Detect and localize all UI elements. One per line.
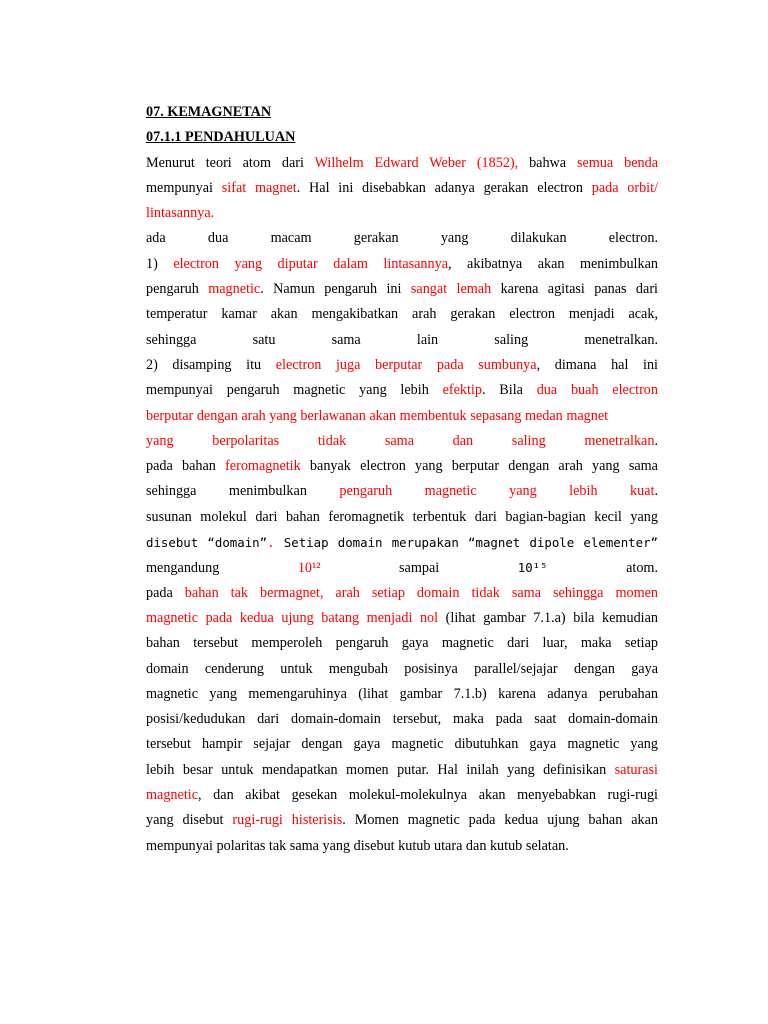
- text-run: mengandung: [146, 560, 220, 577]
- text-run: mempunyai: [146, 179, 222, 196]
- highlighted-text: .: [267, 535, 275, 551]
- text-run: , dan akibat gesekan molekul-molekulnya akan menyebabkan rugi-rugi: [198, 787, 658, 804]
- text-line: [146, 277, 658, 302]
- text-line: [146, 252, 658, 277]
- text-run: bahwa: [518, 154, 577, 171]
- text-run: ada dua macam gerakan yang dilakukan electron.: [146, 230, 658, 247]
- text-run: mempunyai polaritas tak sama yang disebut kutub utara dan kutub selatan.: [146, 837, 569, 854]
- text-run: Menurut teori atom dari: [146, 154, 315, 171]
- highlighted-text: saturasi: [614, 761, 658, 778]
- highlighted-text: pengaruh magnetic yang lebih kuat: [339, 483, 655, 500]
- highlighted-text: pada orbit/: [591, 179, 658, 196]
- highlighted-text: feromagnetik: [225, 458, 301, 475]
- text-run: atom.: [626, 560, 658, 577]
- text-line: [146, 404, 658, 429]
- text-line: [146, 834, 658, 859]
- text-line: [146, 429, 658, 454]
- highlighted-text: magnetic: [146, 787, 198, 804]
- highlighted-text: semua benda: [576, 154, 658, 171]
- text-line: [146, 226, 658, 251]
- text-run: (lihat gambar 7.1.a) bila kemudian: [438, 609, 658, 626]
- text-run: domain cenderung untuk mengubah posisinya parallel/sejajar dengan gaya: [146, 660, 658, 677]
- highlighted-text: Wilhelm Edward Weber (1852),: [314, 154, 519, 171]
- highlighted-text: berputar dengan arah yang berlawanan akan membentuk sepasang medan magnet: [146, 407, 609, 424]
- text-line: [146, 328, 658, 353]
- text-line: [146, 657, 658, 682]
- text-run: mempunyai pengaruh magnetic yang lebih: [146, 382, 443, 399]
- text-run: sehingga satu sama lain saling menetralkan.: [146, 331, 658, 348]
- text-line: [146, 555, 658, 580]
- text-run: lebih besar untuk mendapatkan momen putar. Hal inilah yang definisikan: [146, 761, 615, 778]
- text-run: disebut “domain”: [146, 535, 268, 551]
- text-line: [146, 707, 658, 732]
- text-line: [146, 151, 658, 176]
- highlighted-text: bahan tak bermagnet, arah setiap domain tidak sama sehingga momen: [184, 584, 658, 601]
- document-page: [146, 100, 658, 859]
- text-line: [146, 479, 658, 504]
- text-run: 1): [146, 255, 174, 272]
- text-line: [146, 783, 658, 808]
- text-run: yang disebut: [146, 812, 233, 829]
- highlighted-text: dua buah electron: [536, 382, 658, 399]
- text-run: sampai: [399, 560, 440, 577]
- text-line: [146, 581, 658, 606]
- text-line: [146, 682, 658, 707]
- text-line: [146, 732, 658, 757]
- text-line: [146, 378, 658, 403]
- text-line: [146, 758, 658, 783]
- text-run: . Namun pengaruh ini: [260, 281, 411, 298]
- highlighted-text: 10¹²: [297, 560, 321, 577]
- text-run: tersebut hampir sejajar dengan gaya magnetic dibutuhkan gaya magnetic yang: [146, 736, 658, 753]
- highlighted-text: magnetic: [208, 281, 261, 298]
- text-run: . Momen magnetic pada kedua ujung bahan akan: [342, 812, 658, 829]
- text-line: [146, 606, 658, 631]
- highlighted-text: sifat magnet: [221, 179, 297, 196]
- text-line: [146, 808, 658, 833]
- body-text: [146, 151, 658, 859]
- text-run: Setiap domain merupakan “magnet dipole elementer”: [283, 535, 658, 551]
- highlighted-text: efektip: [442, 382, 482, 399]
- highlighted-text: rugi-rugi histerisis: [232, 812, 343, 829]
- text-run: sehingga menimbulkan: [146, 483, 340, 500]
- text-run: pada bahan: [146, 458, 226, 475]
- text-run: magnetic yang memengaruhinya (lihat gambar 7.1.b) karena adanya perubahan: [146, 685, 658, 702]
- text-run: , dimana hal ini: [536, 356, 658, 373]
- highlighted-text: electron juga berputar pada sumbunya: [275, 356, 537, 373]
- text-line: [146, 201, 658, 226]
- text-line: [146, 505, 658, 530]
- text-line: [146, 176, 658, 201]
- text-line: [146, 302, 658, 327]
- highlighted-text: sangat lemah: [410, 281, 492, 298]
- text-run: . Hal ini disebabkan adanya gerakan electron: [296, 179, 592, 196]
- highlighted-text: yang berpolaritas tidak sama dan saling menetralkan: [146, 432, 655, 449]
- text-run: karena agitasi panas dari: [491, 281, 658, 298]
- chapter-heading: 07. KEMAGNETAN: [146, 104, 272, 120]
- text-run: . Bila: [481, 382, 537, 399]
- text-run: posisi/kedudukan dari domain-domain tersebut, maka pada saat domain-domain: [146, 711, 658, 728]
- text-run: pengaruh: [146, 281, 209, 298]
- highlighted-text: electron yang diputar dalam lintasannya: [173, 255, 449, 272]
- text-line: [146, 454, 658, 479]
- text-run: susunan molekul dari bahan feromagnetik terbentuk dari bagian-bagian kecil yang: [146, 508, 658, 525]
- text-line: [146, 530, 658, 555]
- highlighted-text: magnetic pada kedua ujung batang menjadi nol: [146, 609, 439, 626]
- highlighted-text: lintasannya.: [146, 205, 215, 222]
- text-run: 2) disamping itu: [146, 356, 276, 373]
- text-run: .: [654, 483, 658, 500]
- text-run: pada: [146, 584, 185, 601]
- text-line: [146, 631, 658, 656]
- text-line: [146, 353, 658, 378]
- text-run: bahan tersebut memperoleh pengaruh gaya magnetic dari luar, maka setiap: [146, 635, 658, 652]
- text-run: banyak electron yang berputar dengan arah yang sama: [300, 458, 658, 475]
- text-run: , akibatnya akan menimbulkan: [448, 255, 658, 272]
- text-run: temperatur kamar akan mengakibatkan arah gerakan electron menjadi acak,: [146, 306, 658, 323]
- text-run: .: [654, 432, 658, 449]
- text-run: 10¹⁵: [517, 560, 548, 576]
- section-heading: 07.1.1 PENDAHULUAN: [146, 129, 296, 146]
